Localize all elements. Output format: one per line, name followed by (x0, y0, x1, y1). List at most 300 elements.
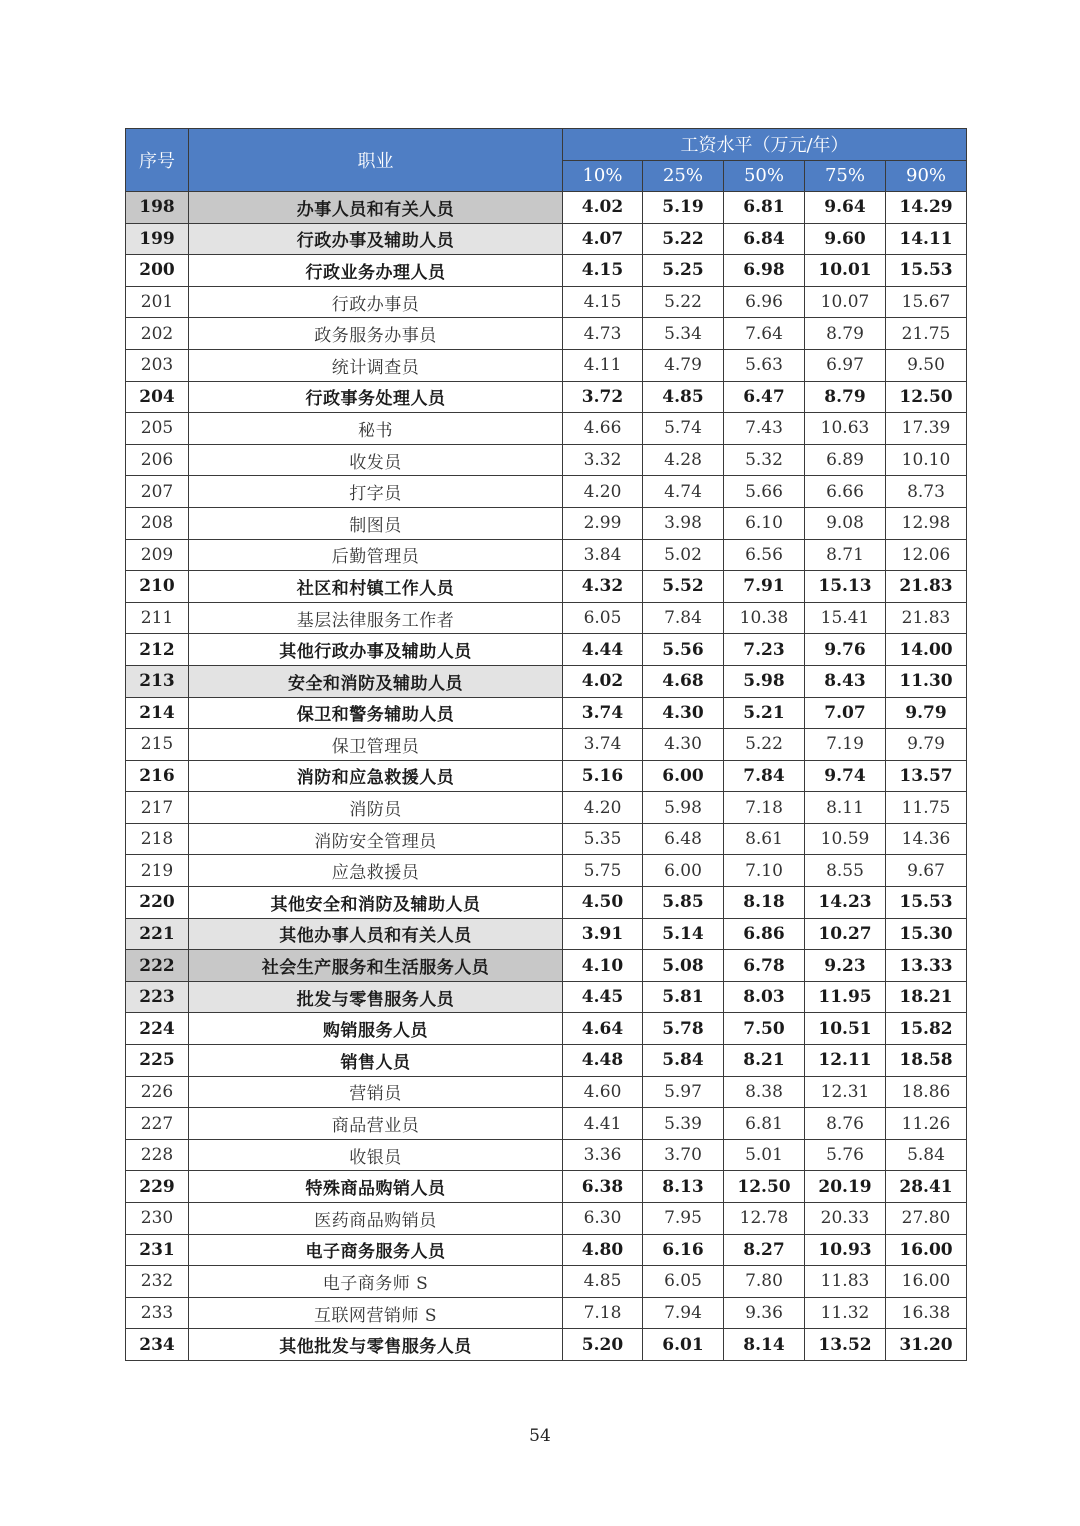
wage-p75-cell: 20.33 (805, 1203, 886, 1235)
wage-p75-cell: 11.83 (805, 1266, 886, 1298)
table-row (126, 571, 967, 603)
table-row (126, 1329, 967, 1361)
occupation-cell: 消防员 (189, 792, 563, 824)
wage-p90-cell: 16.00 (886, 1234, 967, 1266)
wage-p50-cell: 5.32 (724, 444, 805, 476)
wage-p50-cell: 6.81 (724, 192, 805, 224)
table-header (126, 129, 967, 192)
wage-p75-cell: 8.76 (805, 1108, 886, 1140)
table-row (126, 476, 967, 508)
wage-p10-cell: 5.75 (563, 855, 643, 887)
wage-p25-cell: 5.56 (643, 634, 724, 666)
wage-p50-cell: 8.21 (724, 1045, 805, 1077)
wage-p50-cell: 10.38 (724, 602, 805, 634)
wage-p75-cell: 10.27 (805, 918, 886, 950)
wage-p10-cell: 6.05 (563, 602, 643, 634)
wage-p75-cell: 14.23 (805, 887, 886, 919)
occupation-cell: 其他安全和消防及辅助人员 (189, 887, 563, 919)
occupation-cell: 行政业务办理人员 (189, 255, 563, 287)
wage-p25-cell: 5.08 (643, 950, 724, 982)
wage-p10-cell: 4.85 (563, 1266, 643, 1298)
wage-p25-cell: 4.28 (643, 444, 724, 476)
occupation-cell: 行政事务处理人员 (189, 381, 563, 413)
occupation-cell: 互联网营销师 S (189, 1297, 563, 1329)
wage-p50-cell: 6.56 (724, 539, 805, 571)
wage-p75-cell: 8.43 (805, 665, 886, 697)
row-id-cell: 228 (126, 1139, 189, 1171)
row-id-cell: 222 (126, 950, 189, 982)
occupation-cell: 收发员 (189, 444, 563, 476)
wage-p50-cell: 7.64 (724, 318, 805, 350)
wage-p25-cell: 5.74 (643, 413, 724, 445)
wage-p25-cell: 6.05 (643, 1266, 724, 1298)
wage-p25-cell: 5.22 (643, 286, 724, 318)
wage-p10-cell: 5.20 (563, 1329, 643, 1361)
wage-p75-cell: 10.01 (805, 255, 886, 287)
wage-p75-cell: 6.66 (805, 476, 886, 508)
wage-p90-cell: 11.26 (886, 1108, 967, 1140)
occupation-cell: 行政办事员 (189, 286, 563, 318)
occupation-cell: 基层法律服务工作者 (189, 602, 563, 634)
wage-p50-cell: 8.38 (724, 1076, 805, 1108)
row-id-cell: 233 (126, 1297, 189, 1329)
table-row (126, 1171, 967, 1203)
row-id-cell: 214 (126, 697, 189, 729)
wage-p90-cell: 31.20 (886, 1329, 967, 1361)
occupation-cell: 制图员 (189, 507, 563, 539)
wage-p75-cell: 7.19 (805, 729, 886, 761)
table-row (126, 665, 967, 697)
occupation-cell: 商品营业员 (189, 1108, 563, 1140)
wage-p25-cell: 4.74 (643, 476, 724, 508)
wage-p75-cell: 9.23 (805, 950, 886, 982)
table-row (126, 444, 967, 476)
table-row (126, 887, 967, 919)
row-id-cell: 209 (126, 539, 189, 571)
row-id-cell: 205 (126, 413, 189, 445)
row-id-cell: 216 (126, 760, 189, 792)
table-row (126, 1108, 967, 1140)
wage-p90-cell: 9.67 (886, 855, 967, 887)
wage-p75-cell: 9.74 (805, 760, 886, 792)
wage-p50-cell: 6.10 (724, 507, 805, 539)
wage-p75-cell: 13.52 (805, 1329, 886, 1361)
occupation-cell: 批发与零售服务人员 (189, 981, 563, 1013)
wage-p10-cell: 4.07 (563, 223, 643, 255)
table-row (126, 413, 967, 445)
wage-p90-cell: 9.79 (886, 729, 967, 761)
row-id-cell: 202 (126, 318, 189, 350)
column-header-p25: 25% (643, 160, 724, 192)
table-row (126, 918, 967, 950)
wage-p10-cell: 4.64 (563, 1013, 643, 1045)
wage-p50-cell: 8.27 (724, 1234, 805, 1266)
wage-p10-cell: 4.50 (563, 887, 643, 919)
wage-p10-cell: 4.80 (563, 1234, 643, 1266)
wage-p50-cell: 6.84 (724, 223, 805, 255)
table-row (126, 792, 967, 824)
wage-p25-cell: 5.52 (643, 571, 724, 603)
wage-p90-cell: 21.83 (886, 602, 967, 634)
wage-p10-cell: 4.32 (563, 571, 643, 603)
wage-p75-cell: 10.93 (805, 1234, 886, 1266)
wage-p90-cell: 11.30 (886, 665, 967, 697)
wage-p90-cell: 18.21 (886, 981, 967, 1013)
wage-p75-cell: 6.89 (805, 444, 886, 476)
wage-p75-cell: 8.55 (805, 855, 886, 887)
wage-p90-cell: 9.50 (886, 349, 967, 381)
wage-p75-cell: 5.76 (805, 1139, 886, 1171)
wage-p10-cell: 4.02 (563, 665, 643, 697)
wage-p90-cell: 16.38 (886, 1297, 967, 1329)
column-header-wage-group: 工资水平（万元/年） (563, 129, 967, 161)
wage-p90-cell: 10.10 (886, 444, 967, 476)
wage-p10-cell: 3.91 (563, 918, 643, 950)
wage-p75-cell: 11.95 (805, 981, 886, 1013)
column-header-p90: 90% (886, 160, 967, 192)
wage-p50-cell: 6.96 (724, 286, 805, 318)
wage-p10-cell: 7.18 (563, 1297, 643, 1329)
wage-p90-cell: 14.00 (886, 634, 967, 666)
occupation-cell: 保卫管理员 (189, 729, 563, 761)
wage-p10-cell: 4.60 (563, 1076, 643, 1108)
row-id-cell: 198 (126, 192, 189, 224)
table-row (126, 823, 967, 855)
occupation-cell: 消防和应急救援人员 (189, 760, 563, 792)
occupation-cell: 其他行政办事及辅助人员 (189, 634, 563, 666)
wage-p25-cell: 7.94 (643, 1297, 724, 1329)
wage-p25-cell: 5.97 (643, 1076, 724, 1108)
wage-p25-cell: 5.98 (643, 792, 724, 824)
wage-p25-cell: 5.34 (643, 318, 724, 350)
wage-p75-cell: 8.11 (805, 792, 886, 824)
wage-p25-cell: 5.39 (643, 1108, 724, 1140)
table-row (126, 349, 967, 381)
wage-p50-cell: 7.91 (724, 571, 805, 603)
row-id-cell: 223 (126, 981, 189, 1013)
table-row (126, 223, 967, 255)
occupation-cell: 社会生产服务和生活服务人员 (189, 950, 563, 982)
table-row (126, 539, 967, 571)
page-number: 54 (529, 1426, 551, 1446)
row-id-cell: 234 (126, 1329, 189, 1361)
wage-p10-cell: 4.45 (563, 981, 643, 1013)
wage-p75-cell: 9.60 (805, 223, 886, 255)
wage-p50-cell: 7.80 (724, 1266, 805, 1298)
wage-p50-cell: 5.98 (724, 665, 805, 697)
row-id-cell: 213 (126, 665, 189, 697)
wage-p75-cell: 9.08 (805, 507, 886, 539)
wage-p75-cell: 8.79 (805, 381, 886, 413)
occupation-cell: 打字员 (189, 476, 563, 508)
wage-p90-cell: 15.67 (886, 286, 967, 318)
occupation-cell: 秘书 (189, 413, 563, 445)
wage-p25-cell: 4.79 (643, 349, 724, 381)
wage-p50-cell: 5.66 (724, 476, 805, 508)
wage-p25-cell: 5.84 (643, 1045, 724, 1077)
wage-p75-cell: 12.31 (805, 1076, 886, 1108)
wage-p25-cell: 7.95 (643, 1203, 724, 1235)
wage-p10-cell: 6.38 (563, 1171, 643, 1203)
occupation-cell: 保卫和警务辅助人员 (189, 697, 563, 729)
table-row (126, 1139, 967, 1171)
wage-p75-cell: 8.79 (805, 318, 886, 350)
wage-p25-cell: 6.01 (643, 1329, 724, 1361)
wage-p10-cell: 3.84 (563, 539, 643, 571)
wage-p10-cell: 4.73 (563, 318, 643, 350)
column-header-p10: 10% (563, 160, 643, 192)
column-header-p75: 75% (805, 160, 886, 192)
row-id-cell: 215 (126, 729, 189, 761)
table-row (126, 634, 967, 666)
occupation-cell: 安全和消防及辅助人员 (189, 665, 563, 697)
wage-p75-cell: 11.32 (805, 1297, 886, 1329)
wage-p50-cell: 7.23 (724, 634, 805, 666)
wage-p90-cell: 15.53 (886, 887, 967, 919)
table-row (126, 255, 967, 287)
wage-p75-cell: 10.63 (805, 413, 886, 445)
wage-p25-cell: 5.81 (643, 981, 724, 1013)
table-row (126, 981, 967, 1013)
wage-p75-cell: 12.11 (805, 1045, 886, 1077)
wage-p90-cell: 14.11 (886, 223, 967, 255)
wage-p90-cell: 21.83 (886, 571, 967, 603)
row-id-cell: 211 (126, 602, 189, 634)
row-id-cell: 212 (126, 634, 189, 666)
column-header-id: 序号 (126, 129, 189, 192)
wage-p10-cell: 4.48 (563, 1045, 643, 1077)
wage-p90-cell: 12.98 (886, 507, 967, 539)
row-id-cell: 218 (126, 823, 189, 855)
wage-p50-cell: 8.18 (724, 887, 805, 919)
wage-p25-cell: 5.14 (643, 918, 724, 950)
table-row (126, 1266, 967, 1298)
wage-p50-cell: 9.36 (724, 1297, 805, 1329)
table-row (126, 1076, 967, 1108)
wage-p90-cell: 13.33 (886, 950, 967, 982)
wage-p50-cell: 5.22 (724, 729, 805, 761)
wage-p10-cell: 2.99 (563, 507, 643, 539)
wage-p10-cell: 4.15 (563, 255, 643, 287)
wage-p50-cell: 7.10 (724, 855, 805, 887)
wage-p75-cell: 15.41 (805, 602, 886, 634)
table-row (126, 1013, 967, 1045)
occupation-cell: 销售人员 (189, 1045, 563, 1077)
wage-p25-cell: 5.19 (643, 192, 724, 224)
wage-p50-cell: 5.21 (724, 697, 805, 729)
wage-p50-cell: 7.43 (724, 413, 805, 445)
wage-p25-cell: 7.84 (643, 602, 724, 634)
column-header-occupation: 职业 (189, 129, 563, 192)
wage-p75-cell: 10.07 (805, 286, 886, 318)
wage-p90-cell: 15.30 (886, 918, 967, 950)
wage-p25-cell: 6.00 (643, 855, 724, 887)
wage-p25-cell: 5.25 (643, 255, 724, 287)
wage-p75-cell: 6.97 (805, 349, 886, 381)
wage-p10-cell: 4.20 (563, 476, 643, 508)
occupation-cell: 统计调查员 (189, 349, 563, 381)
wage-p25-cell: 4.30 (643, 729, 724, 761)
wage-p90-cell: 13.57 (886, 760, 967, 792)
row-id-cell: 227 (126, 1108, 189, 1140)
wage-p75-cell: 10.51 (805, 1013, 886, 1045)
wage-p10-cell: 3.74 (563, 729, 643, 761)
row-id-cell: 230 (126, 1203, 189, 1235)
row-id-cell: 217 (126, 792, 189, 824)
table-row (126, 1045, 967, 1077)
table-row (126, 697, 967, 729)
occupation-cell: 后勤管理员 (189, 539, 563, 571)
wage-p10-cell: 6.30 (563, 1203, 643, 1235)
table-row (126, 1203, 967, 1235)
wage-p10-cell: 4.66 (563, 413, 643, 445)
row-id-cell: 210 (126, 571, 189, 603)
wage-p10-cell: 4.15 (563, 286, 643, 318)
wage-p50-cell: 8.03 (724, 981, 805, 1013)
occupation-cell: 电子商务师 S (189, 1266, 563, 1298)
wage-p25-cell: 4.30 (643, 697, 724, 729)
wage-p50-cell: 6.81 (724, 1108, 805, 1140)
occupation-cell: 政务服务办事员 (189, 318, 563, 350)
wage-p10-cell: 5.16 (563, 760, 643, 792)
wage-p25-cell: 5.02 (643, 539, 724, 571)
wage-p10-cell: 4.02 (563, 192, 643, 224)
row-id-cell: 208 (126, 507, 189, 539)
row-id-cell: 200 (126, 255, 189, 287)
wage-p10-cell: 3.74 (563, 697, 643, 729)
table-body (126, 192, 967, 1361)
wage-p90-cell: 27.80 (886, 1203, 967, 1235)
wage-p75-cell: 10.59 (805, 823, 886, 855)
wage-p50-cell: 8.14 (724, 1329, 805, 1361)
wage-p50-cell: 7.50 (724, 1013, 805, 1045)
wage-p10-cell: 3.32 (563, 444, 643, 476)
wage-p25-cell: 6.48 (643, 823, 724, 855)
wage-p10-cell: 4.10 (563, 950, 643, 982)
occupation-cell: 收银员 (189, 1139, 563, 1171)
wage-p50-cell: 7.18 (724, 792, 805, 824)
table-row (126, 855, 967, 887)
wage-p50-cell: 6.47 (724, 381, 805, 413)
wage-p75-cell: 7.07 (805, 697, 886, 729)
wage-p90-cell: 28.41 (886, 1171, 967, 1203)
row-id-cell: 232 (126, 1266, 189, 1298)
row-id-cell: 231 (126, 1234, 189, 1266)
wage-p50-cell: 7.84 (724, 760, 805, 792)
wage-p90-cell: 18.86 (886, 1076, 967, 1108)
table-row (126, 950, 967, 982)
wage-p75-cell: 9.76 (805, 634, 886, 666)
occupation-cell: 其他办事人员和有关人员 (189, 918, 563, 950)
table-row (126, 286, 967, 318)
table-row (126, 1297, 967, 1329)
occupation-cell: 其他批发与零售服务人员 (189, 1329, 563, 1361)
wage-p50-cell: 5.01 (724, 1139, 805, 1171)
wage-p75-cell: 15.13 (805, 571, 886, 603)
row-id-cell: 203 (126, 349, 189, 381)
wage-p50-cell: 8.61 (724, 823, 805, 855)
wage-p90-cell: 9.79 (886, 697, 967, 729)
wage-p25-cell: 6.00 (643, 760, 724, 792)
table-row (126, 192, 967, 224)
wage-p90-cell: 14.36 (886, 823, 967, 855)
wage-p90-cell: 8.73 (886, 476, 967, 508)
wage-p90-cell: 5.84 (886, 1139, 967, 1171)
occupation-cell: 医药商品购销员 (189, 1203, 563, 1235)
row-id-cell: 199 (126, 223, 189, 255)
wage-p25-cell: 5.78 (643, 1013, 724, 1045)
wage-p50-cell: 6.98 (724, 255, 805, 287)
table-row (126, 507, 967, 539)
wage-p50-cell: 5.63 (724, 349, 805, 381)
wage-p90-cell: 11.75 (886, 792, 967, 824)
wage-p90-cell: 18.58 (886, 1045, 967, 1077)
table-row (126, 381, 967, 413)
row-id-cell: 207 (126, 476, 189, 508)
wage-p90-cell: 21.75 (886, 318, 967, 350)
wage-p10-cell: 4.20 (563, 792, 643, 824)
occupation-cell: 购销服务人员 (189, 1013, 563, 1045)
wage-p90-cell: 16.00 (886, 1266, 967, 1298)
wage-p25-cell: 5.85 (643, 887, 724, 919)
occupation-cell: 电子商务服务人员 (189, 1234, 563, 1266)
row-id-cell: 229 (126, 1171, 189, 1203)
wage-p90-cell: 12.50 (886, 381, 967, 413)
wage-p10-cell: 3.72 (563, 381, 643, 413)
wage-p75-cell: 9.64 (805, 192, 886, 224)
row-id-cell: 224 (126, 1013, 189, 1045)
table-row (126, 318, 967, 350)
wage-p25-cell: 8.13 (643, 1171, 724, 1203)
occupation-cell: 行政办事及辅助人员 (189, 223, 563, 255)
wage-p50-cell: 6.86 (724, 918, 805, 950)
occupation-cell: 办事人员和有关人员 (189, 192, 563, 224)
occupation-cell: 消防安全管理员 (189, 823, 563, 855)
wage-p75-cell: 8.71 (805, 539, 886, 571)
row-id-cell: 204 (126, 381, 189, 413)
column-header-p50: 50% (724, 160, 805, 192)
row-id-cell: 221 (126, 918, 189, 950)
row-id-cell: 206 (126, 444, 189, 476)
occupation-cell: 应急救援员 (189, 855, 563, 887)
wage-p50-cell: 12.50 (724, 1171, 805, 1203)
table-row (126, 602, 967, 634)
wage-table (125, 128, 967, 1361)
occupation-cell: 营销员 (189, 1076, 563, 1108)
wage-p10-cell: 4.44 (563, 634, 643, 666)
row-id-cell: 220 (126, 887, 189, 919)
wage-p25-cell: 3.98 (643, 507, 724, 539)
table-row (126, 760, 967, 792)
wage-p25-cell: 4.85 (643, 381, 724, 413)
wage-p90-cell: 15.82 (886, 1013, 967, 1045)
wage-p50-cell: 12.78 (724, 1203, 805, 1235)
wage-p10-cell: 4.11 (563, 349, 643, 381)
wage-p25-cell: 4.68 (643, 665, 724, 697)
wage-p90-cell: 15.53 (886, 255, 967, 287)
table-row (126, 1234, 967, 1266)
row-id-cell: 226 (126, 1076, 189, 1108)
wage-p10-cell: 4.41 (563, 1108, 643, 1140)
row-id-cell: 219 (126, 855, 189, 887)
table-row (126, 729, 967, 761)
wage-p50-cell: 6.78 (724, 950, 805, 982)
wage-p75-cell: 20.19 (805, 1171, 886, 1203)
wage-p25-cell: 6.16 (643, 1234, 724, 1266)
wage-p90-cell: 12.06 (886, 539, 967, 571)
wage-p90-cell: 14.29 (886, 192, 967, 224)
occupation-cell: 特殊商品购销人员 (189, 1171, 563, 1203)
